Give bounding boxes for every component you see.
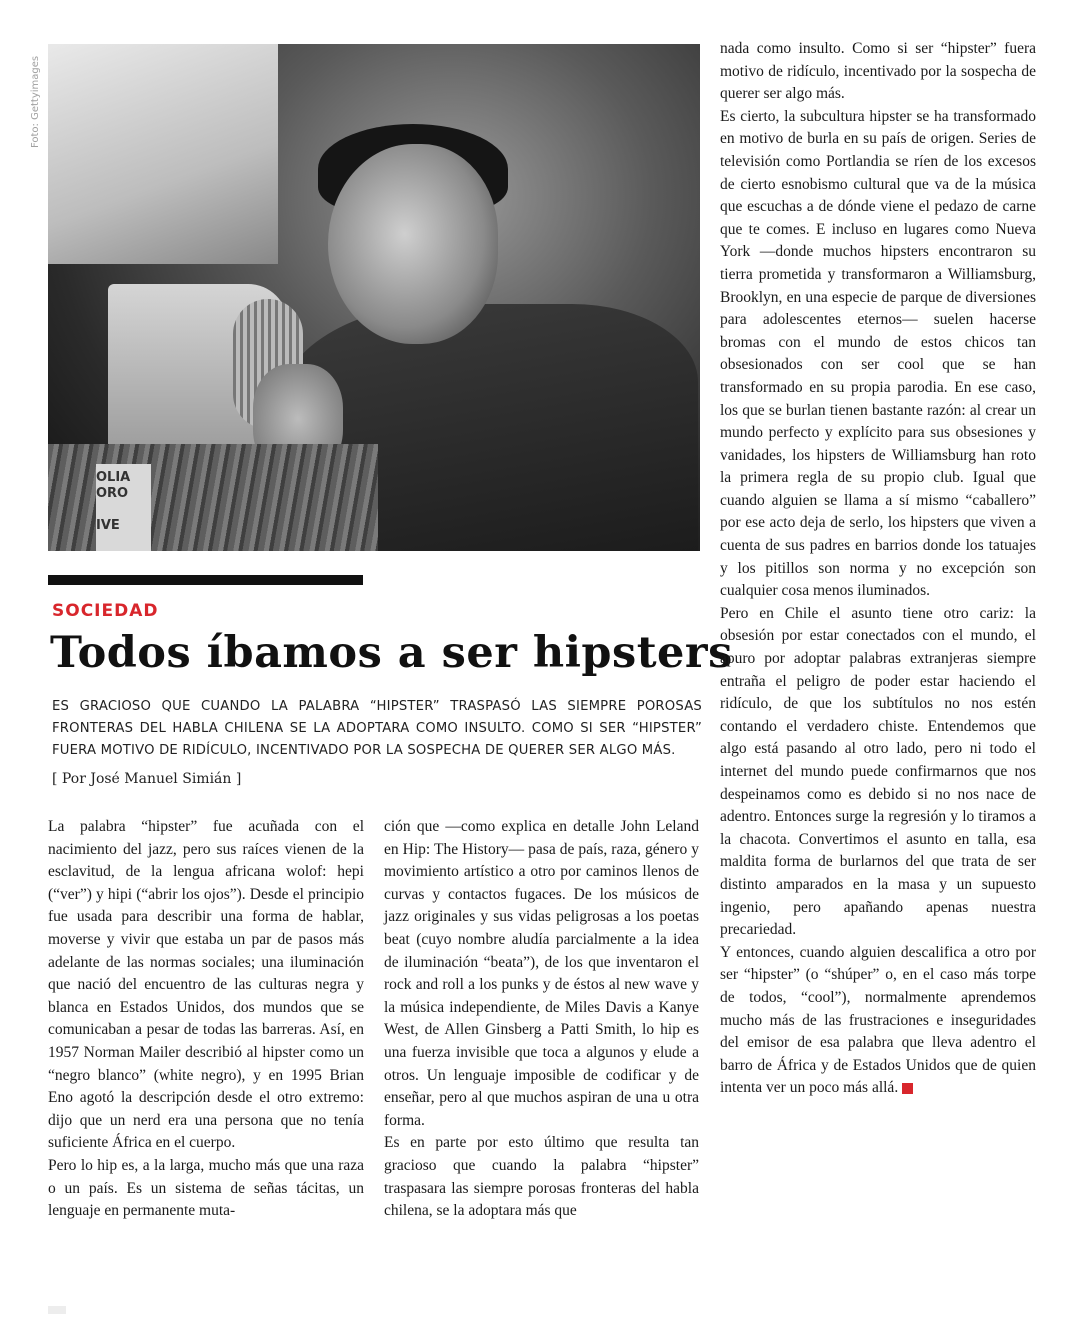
page-folio: [48, 1306, 66, 1314]
paragraph: Pero en Chile el asunto tiene otro cariz: la obsesión por estar conectados con el mundo, el apuro por adoptar palabras extranjeras siempre entraña el peligro de poder estar haciendo el ridículo, de que los subtítulos no nos estén contando el verdadero chiste. Entendemos que algo está pasando al otro lado, pero ni todo el internet del mundo puede confirmarnos que nos despeinamos como es debido si no nos nace de adentro. Entonces surge la regresión y lo tiramos a la chacota. Convertimos el asunto en talla, esa maldita forma de burlarnos del que trata de ser distinto amparados en la masa y un supuesto ingenio, pero apañando apenas nuestra precariedad.: [720, 604, 1036, 939]
paragraph: La palabra “hipster” fue acuñada con el nacimiento del jazz, pero sus raíces vienen de la esclavitud, de la lengua africana wolof: hepi (“ver”) y hipi (“abrir los ojos”). Desde el principio fue usada para describir una forma de hablar, moverse y vivir que estaba un par de pasos más adelante de las normas sociales; una iluminación que nació del encuentro de las culturas negra y blanca en Estados Unidos, dos mundos que se comunicaban a pesar de todas las barreras. Así, en 1957 Norman Mailer describió al hipster como un “negro blanco” (white negro), y en 1995 Brian Eno agotó la descripción desde el otro extremo: dijo que un nerd era una persona que no tenía suficiente África en el cuerpo.: [48, 818, 364, 1152]
end-of-article-square-icon: [902, 1083, 913, 1094]
paragraph: nada como insulto. Como si ser “hipster” fuera motivo de ridículo, incentivado por la sospecha de querer ser algo más.: [720, 40, 1036, 103]
paragraph: Es en parte por esto último que resulta tan gracioso que cuando la palabra “hipster” traspasara las siempre porosas fronteras del habla chilena, se la adoptara más que: [384, 1134, 699, 1220]
last-paragraph-text: Y entonces, cuando alguien descalifica a otro por ser “hipster” (o “shúper” o, en el caso más torpe de todos, “cool”), normalmente aprendemos mucho más de las frustraciones e inseguridades del emisor de esa palabra que lleva adentro el barro de África y de Estados Unidos que de quien intenta ver un poco más allá.: [720, 943, 1036, 1097]
body-column-3: [720, 38, 1036, 1100]
headline: Todos íbamos a ser hipsters: [50, 628, 733, 678]
paragraph: Pero lo hip es, a la larga, mucho más que una raza o un país. Es un sistema de señas tácitas, un lenguaje en permanente muta-: [48, 1156, 364, 1220]
paragraph: ción que —como explica en detalle John Leland en Hip: The History— pasa de país, raza, género y movimiento artístico a otro por caminos llenos de curvas y contactos fugaces. De los músicos de jazz originales y sus vidas peligrosas a los poetas beat (cuyo nombre aludía parcialmente a la idea de iluminación “beata”), de los que inventaron el rock and roll a los punks y de éstos al new wave y la música independiente, de Miles Davis a Kanye West, de Allen Ginsberg a Patti Smith, lo hip es una fuerza invisible que toca a algunos y elude a otros. Un lenguaje imposible de codificar y de enseñar, pero al que muchos aspiran de una u otra forma.: [384, 818, 699, 1129]
paragraph: Es cierto, la subcultura hipster se ha transformado en motivo de burla en su país de origen. Series de televisión como Portlandia se ríen de los excesos de cierto esnobismo cultural que va de la música que escuchas a de dónde viene el pedazo de carne que te comes. E incluso en lugares como Nueva York —donde muchos hipsters encontraron su tierra prometida y transformaron a Williamsburg, Brooklyn, en una especie de parque de diversiones para adolescentes eternos— suelen hacerse bromas con el mundo de estos chicos tan obsesionados con ser cool que se han transformado en su propia parodia. En ese caso, los que se burlan tienen bastante razón: al crear un mundo perfecto y explícito para sus obsesiones y vanidades, los hipsters de Williamsburg han roto la primera regla de su propio club. Igual que cuando alguien se llama a sí mismo “caballero” por ese acto deja de serlo, los hipsters que viven a cuenta de sus padres en barrios donde los tatuajes y los pitillos son norma y no excepción son cualquier cosa menos iluminados.: [720, 107, 1036, 600]
body-column-1: [48, 816, 364, 1223]
byline: [ Por José Manuel Simián ]: [52, 771, 242, 787]
body-column-2: [384, 816, 699, 1223]
deck: ES GRACIOSO QUE CUANDO LA PALABRA “HIPSTER” TRASPASÓ LAS SIEMPRE POROSAS FRONTERAS DEL HABLA CHILENA SE LA ADOPTARA COMO INSULTO. COMO SI SER “HIPSTER” FUERA MOTIVO DE RIDÍCULO, INCENTIVADO POR LA SOSPECHA DE QUERER SER ALGO MÁS.: [52, 699, 702, 758]
section-rule: [48, 575, 363, 585]
photo-credit: Foto: Gettyimages: [30, 55, 41, 148]
section-label: SOCIEDAD: [52, 601, 159, 621]
article-photo: [48, 44, 700, 551]
paragraph: [720, 942, 1036, 1100]
can-label: OLIA ORO IVE: [96, 464, 151, 551]
